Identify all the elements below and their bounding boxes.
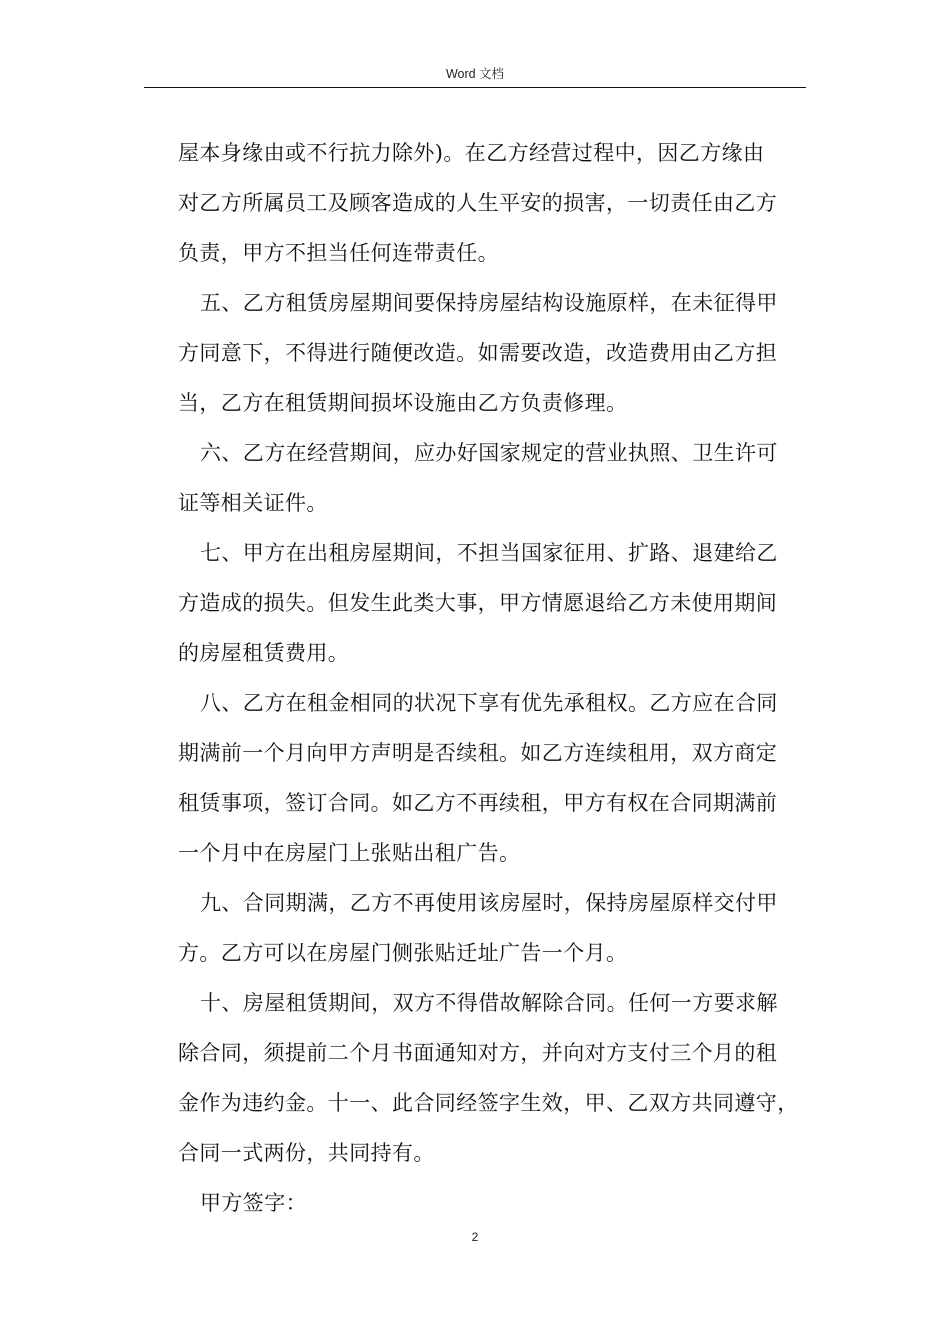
- text-line: 除合同，须提前二个月书面通知对方，并向对方支付三个月的租: [178, 1041, 778, 1065]
- text-line: 对乙方所属员工及顾客造成的人生平安的损害，一切责任由乙方: [178, 191, 778, 215]
- clause-9-line: 九、合同期满，乙方不再使用该房屋时，保持房屋原样交付甲: [200, 891, 778, 915]
- text-line: 屋本身缘由或不行抗力除外)。在乙方经营过程中，因乙方缘由: [178, 141, 765, 165]
- signature-label-party-a: 甲方签字：: [200, 1191, 307, 1215]
- text-line: 期满前一个月向甲方声明是否续租。如乙方连续租用，双方商定: [178, 741, 778, 765]
- text-line: 方同意下，不得进行随便改造。如需要改造，改造费用由乙方担: [178, 341, 778, 365]
- text-line: 当，乙方在租赁期间损坏设施由乙方负责修理。: [178, 391, 628, 415]
- clause-5-line: 五、乙方租赁房屋期间要保持房屋结构设施原样，在未征得甲: [200, 291, 778, 315]
- clause-8-line: 八、乙方在租金相同的状况下享有优先承租权。乙方应在合同: [200, 691, 778, 715]
- clause-10-line: 十、房屋租赁期间，双方不得借故解除合同。任何一方要求解: [200, 991, 778, 1015]
- text-line: 租赁事项，签订合同。如乙方不再续租，甲方有权在合同期满前: [178, 791, 778, 815]
- text-line: 负责，甲方不担当任何连带责任。: [178, 241, 499, 265]
- page-number: 2: [471, 1230, 479, 1244]
- header-divider: [144, 87, 806, 88]
- text-line: 的房屋租赁费用。: [178, 641, 350, 665]
- text-line: 金作为违约金。十一、此合同经签字生效，甲、乙双方共同遵守，: [178, 1091, 799, 1115]
- text-line: 方造成的损失。但发生此类大事，甲方情愿退给乙方未使用期间: [178, 591, 778, 615]
- clause-6-line: 六、乙方在经营期间，应办好国家规定的营业执照、卫生许可: [200, 441, 778, 465]
- text-line: 一个月中在房屋门上张贴出租广告。: [178, 841, 521, 865]
- page-header: Word 文档: [445, 67, 505, 81]
- text-line: 合同一式两份，共同持有。: [178, 1141, 435, 1165]
- text-line: 证等相关证件。: [178, 491, 328, 515]
- clause-7-line: 七、甲方在出租房屋期间，不担当国家征用、扩路、退建给乙: [200, 541, 778, 565]
- document-body: [178, 128, 810, 1228]
- text-line: 方。乙方可以在房屋门侧张贴迁址广告一个月。: [178, 941, 628, 965]
